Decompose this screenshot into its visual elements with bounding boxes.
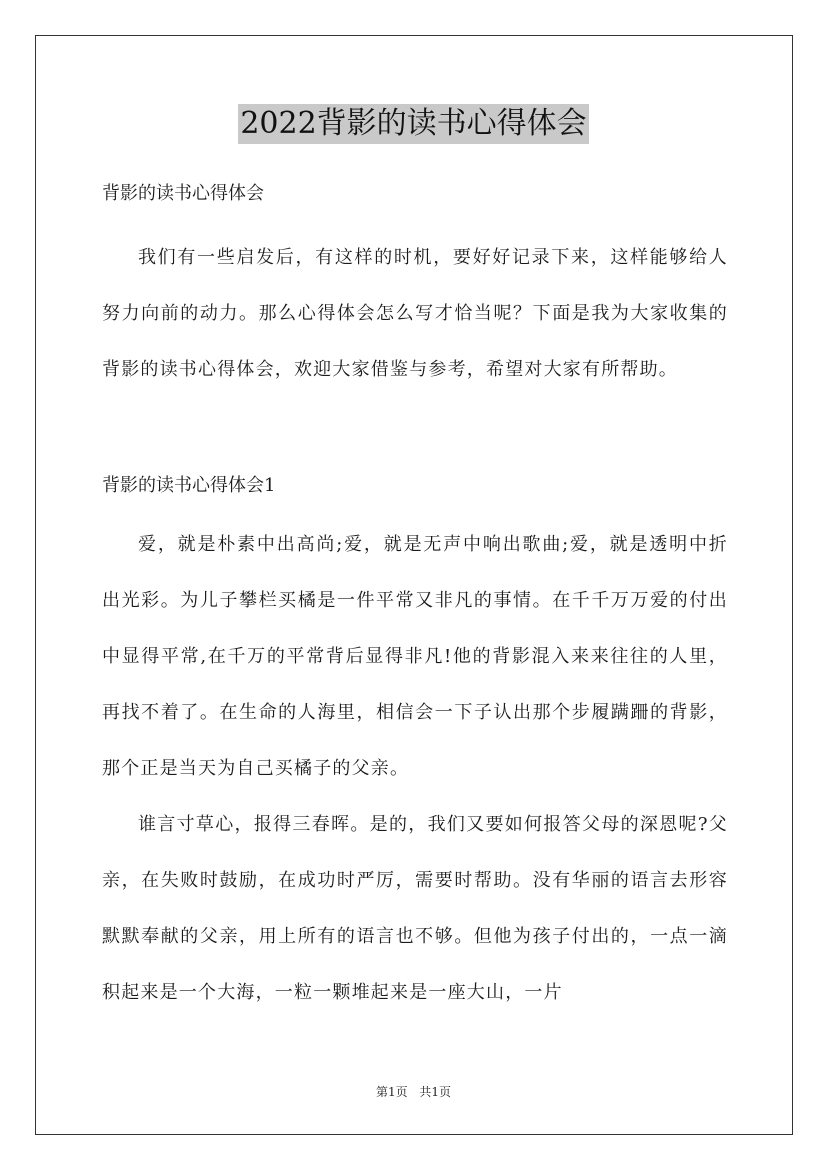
title-container xyxy=(0,104,827,144)
section-paragraph: 谁言寸草心，报得三春晖。是的，我们又要如何报答父母的深恩呢?父亲，在失败时鼓励，在成功时严厉，需要时帮助。没有华丽的语言去形容默默奉献的父亲，用上所有的语言也不够。但他为孩子付出的，一点一滴积起来是一个大海，一粒一颗堆起来是一座大山，一片 xyxy=(102,814,728,1003)
page-number: 第1页 xyxy=(375,1085,408,1099)
page-count: 共1页 xyxy=(419,1085,452,1099)
intro-paragraph: 我们有一些启发后，有这样的时机，要好好记录下来，这样能够给人努力向前的动力。那么心得体会怎么写才恰当呢？下面是我为大家收集的背影的读书心得体会，欢迎大家借鉴与参考，希望对大家有所帮助。 xyxy=(102,247,728,380)
section-heading: 背影的读书心得体会1 xyxy=(102,475,276,496)
document-title: 2022背影的读书心得体会 xyxy=(238,104,588,144)
intro-heading: 背影的读书心得体会 xyxy=(102,183,264,204)
document-body xyxy=(102,175,728,1021)
section-paragraph: 爱，就是朴素中出高尚;爱，就是无声中响出歌曲;爱，就是透明中折出光彩。为儿子攀栏买橘是一件平常又非凡的事情。在千千万万爱的付出中显得平常,在千万的平常背后显得非凡!他的背影混入来来往往的人里，再找不着了。在生命的人海里，相信会一下子认出那个步履蹒跚的背影，那个正是当天为自己买橘子的父亲。 xyxy=(102,534,728,779)
page-footer xyxy=(0,1084,827,1100)
